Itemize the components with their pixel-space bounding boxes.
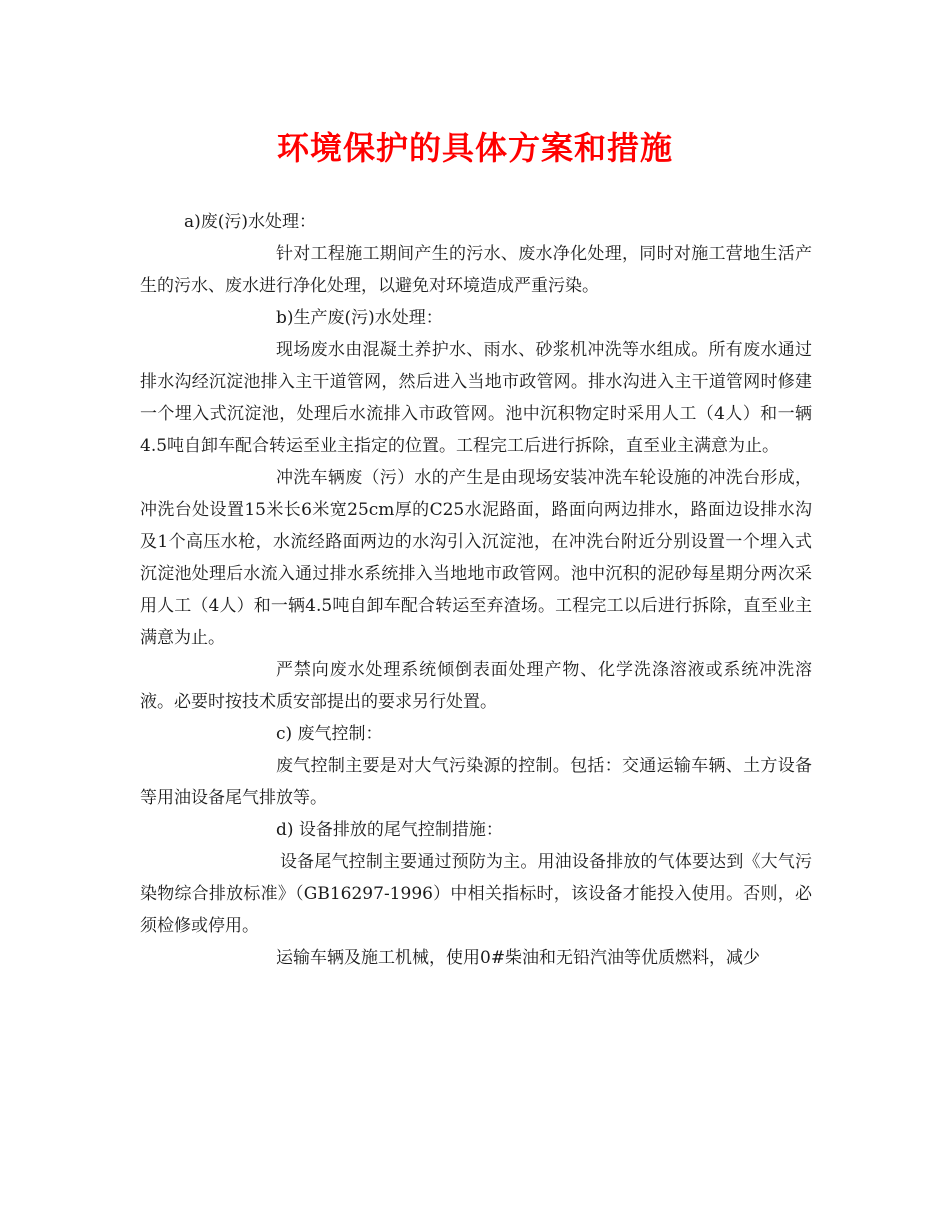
page-title: 环境保护的具体方案和措施 xyxy=(276,129,673,167)
paragraph: 现场废水由混凝土养护水、雨水、砂浆机冲洗等水组成。所有废水通过排水沟经沉淀池排入主干道管网，然后进入当地市政管网。排水沟进入主干道管网时修建一个埋入式沉淀池，处理后水流排入市政管网。池中沉积物定时采用人工（4人）和一辆4.5吨自卸车配合转运至业主指定的位置。工程完工后进行拆除，直至业主满意为止。 xyxy=(140,340,812,456)
paragraph: 严禁向废水处理系统倾倒表面处理产物、化学洗涤溶液或系统冲洗溶液。必要时按技术质安部提出的要求另行处置。 xyxy=(140,660,812,712)
paragraph: 冲洗车辆废（污）水的产生是由现场安装冲洗车轮设施的冲洗台形成，冲洗台处设置15米长6米宽25cm厚的C25水泥路面，路面向两边排水，路面边设排水沟及1个高压水枪，水流经路面两边的水沟引入沉淀池，在冲洗台附近分别设置一个埋入式沉淀池处理后水流入通过排水系统排入当地地市政管网。池中沉积的泥砂每星期分两次采用人工（4人）和一辆4.5吨自卸车配合转运至弃渣场。工程完工以后进行拆除，直至业主满意为止。 xyxy=(140,468,812,648)
section-heading-c: c) 废气控制： xyxy=(276,724,383,744)
paragraph: 针对工程施工期间产生的污水、废水净化处理，同时对施工营地生活产生的污水、废水进行净化处理，以避免对环境造成严重污染。 xyxy=(140,244,812,296)
paragraph: 运输车辆及施工机械，使用0#柴油和无铅汽油等优质燃料，减少 xyxy=(276,948,761,968)
paragraph: 废气控制主要是对大气污染源的控制。包括：交通运输车辆、土方设备等用油设备尾气排放等。 xyxy=(140,756,812,808)
section-heading-d: d) 设备排放的尾气控制措施： xyxy=(276,820,503,840)
document-body xyxy=(140,206,812,974)
section-heading-a: a)废(污)水处理： xyxy=(184,212,317,232)
paragraph: 设备尾气控制主要通过预防为主。用油设备排放的气体要达到《大气污染物综合排放标准》（GB16297-1996）中相关指标时，该设备才能投入使用。否则，必须检修或停用。 xyxy=(140,852,812,936)
section-heading-b: b)生产废(污)水处理： xyxy=(276,308,443,328)
